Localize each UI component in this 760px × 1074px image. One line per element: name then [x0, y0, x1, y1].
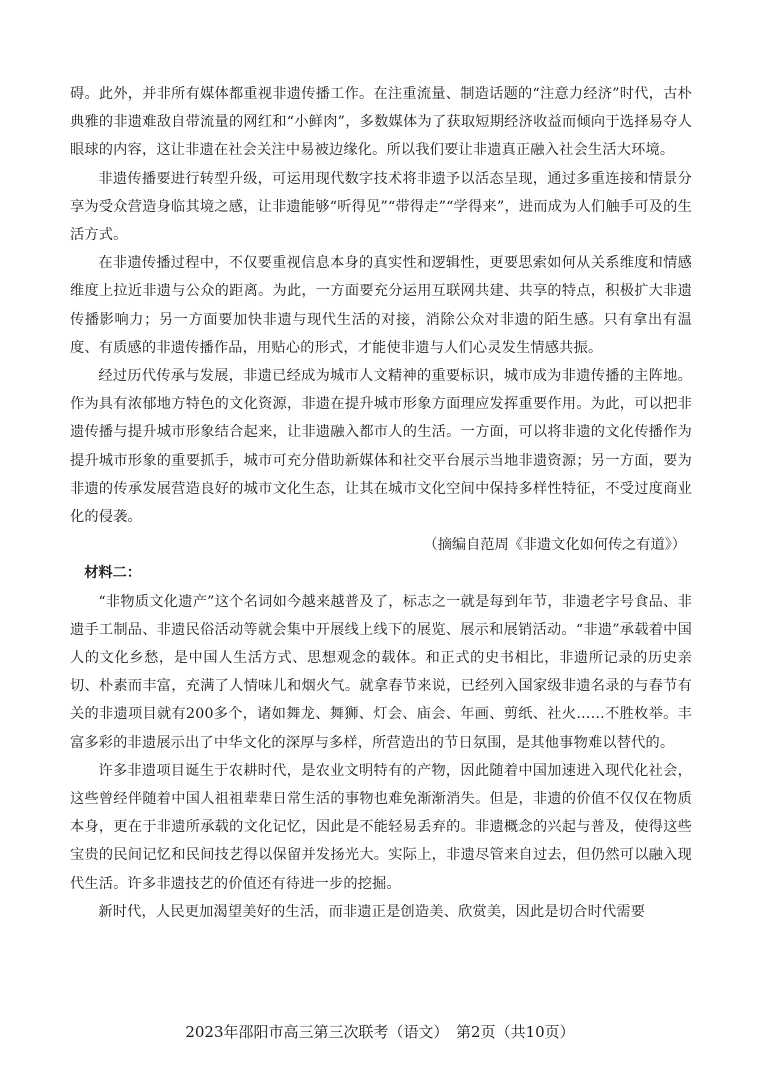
paragraph-intangible-heritage: “非物质文化遗产”这个名词如今越来越普及了，标志之一就是每到年节，非遗老字号食品、非遗手工制品、非遗民俗活动等就会集中开展线上线下的展览、展示和展销活动。“非遗”承载着中国人的文化乡愁，是中国人生活方式、思想观念的载体。和正式的史书相比，非遗所记录的历史亲切、朴素而丰富，充满了人情味儿和烟火气。就拿春节来说，已经列入国家级非遗名录的与春节有关的非遗项目就有200多个，诸如舞龙、舞狮、灯会、庙会、年画、剪纸、社火……不胜枚举。丰富多彩的非遗展示出了中华文化的深厚与多样，所营造出的节日氛围，是其他事物难以替代的。 — [70, 593, 692, 751]
paragraph-emotional-distance: 在非遗传播过程中，不仅要重视信息本身的真实性和逻辑性，更要思索如何从关系维度和情感维度上拉近非遗与公众的距离。为此，一方面要充分运用互联网共建、共享的特点，积极扩大非遗传播影响力；另一方面要加快非遗与现代生活的对接，消除公众对非遗的陌生感。只有拿出有温度、有质感的非遗传播作品，用贴心的形式，才能使非遗与人们心灵发生情感共振。 — [70, 255, 692, 356]
page-footer: 2023年邵阳市高三第三次联考（语文） 第2页（共10页） — [185, 1023, 575, 1041]
source-citation: （摘编自范周《非遗文化如何传之有道》） — [423, 537, 686, 554]
paragraph-new-era: 新时代，人民更加渴望美好的生活，而非遗正是创造美、欣赏美，因此是切合时代需要 — [98, 903, 646, 920]
material-two-heading: 材料二： — [84, 565, 141, 582]
document-body — [70, 80, 692, 926]
paragraph-farming-era: 许多非遗项目诞生于农耕时代，是农业文明特有的产物，因此随着中国加速进入现代化社会，这些曾经伴随着中国人祖祖辈辈日常生活的事物也难免渐渐消失。但是，非遗的价值不仅仅在物质本身，更在于非遗所承载的文化记忆，因此是不能轻易丢弃的。非遗概念的兴起与普及，使得这些宝贵的民间记忆和民间技艺得以保留并发扬光大。实际上，非遗尽管来自过去，但仍然可以融入现代生活。许多非遗技艺的价值还有待进一步的挖掘。 — [70, 762, 692, 892]
paragraph-digital-transformation: 非遗传播要进行转型升级，可运用现代数字技术将非遗予以活态呈现，通过多重连接和情景分享为受众营造身临其境之感，让非遗能够“听得见”“带得走”“学得来”，进而成为人们触手可及的生活方式。 — [70, 170, 692, 244]
paragraph-continuation: 碍。此外，并非所有媒体都重视非遗传播工作。在注重流量、制造话题的“注意力经济”时代，古朴典雅的非遗难敌自带流量的网红和“小鲜肉”，多数媒体为了获取短期经济收益而倾向于选择易夺人眼球的内容，这让非遗在社会关注中易被边缘化。所以我们要让非遗真正融入社会生活大环境。 — [70, 86, 692, 159]
paragraph-city-image: 经过历代传承与发展，非遗已经成为城市人文精神的重要标识，城市成为非遗传播的主阵地。作为具有浓郁地方特色的文化资源，非遗在提升城市形象方面理应发挥重要作用。为此，可以把非遗传播与提升城市形象结合起来，让非遗融入都市人的生活。一方面，可以将非遗的文化传播作为提升城市形象的重要抓手，城市可充分借助新媒体和社交平台展示当地非遗资源；另一方面，要为非遗的传承发展营造良好的城市文化生态，让其在城市文化空间中保持多样性特征，不受过度商业化的侵袭。 — [70, 368, 692, 526]
